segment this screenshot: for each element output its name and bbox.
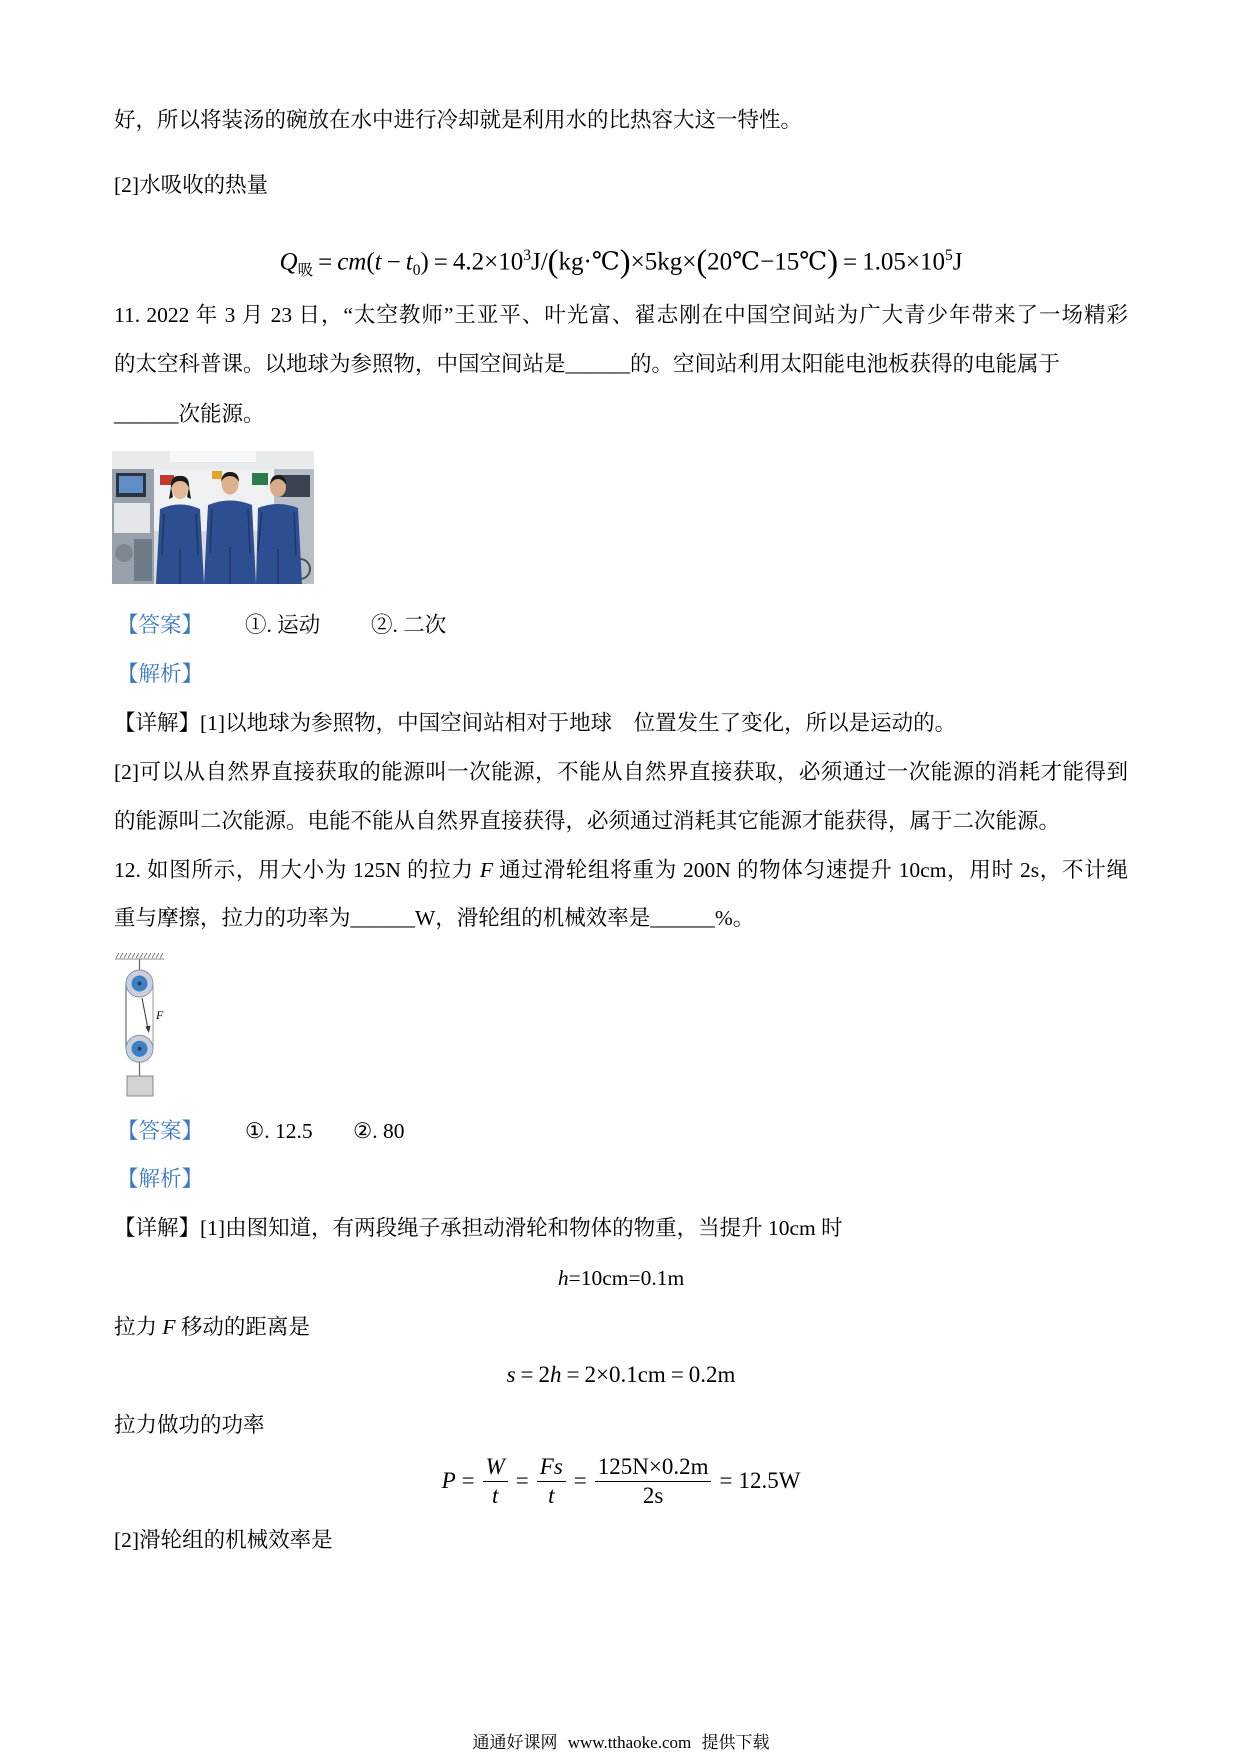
fraction-denominator: t — [548, 1482, 555, 1508]
fixed-pulley — [126, 970, 153, 997]
question-11-detail-3: 的能源叫二次能源。电能不能从自然界直接获得，必须通过消耗其它能源才能获得，属于二次能源。 — [114, 809, 1061, 833]
eq-result: 0.2m — [688, 1362, 736, 1387]
ceiling-hatch — [115, 953, 164, 959]
eq-product: 2×0.1cm — [584, 1362, 666, 1387]
eq-minus: − — [386, 248, 401, 276]
question-11-line-3 — [114, 400, 265, 428]
eq-symbol-t0: t — [405, 248, 413, 276]
force-symbol-F: F — [479, 858, 493, 882]
answer-blank: ______ — [114, 402, 179, 426]
eq-paren-open: ( — [366, 248, 375, 276]
eq-symbol-Q: Q — [279, 248, 298, 276]
answer-label: 【答案】 — [117, 613, 204, 637]
question-text: 的。空间站利用太阳能电池板获得的电能属于 — [630, 352, 1061, 376]
question-text: %。 — [714, 906, 755, 930]
question-12-detail-2: [2]滑轮组的机械效率是 — [114, 1528, 333, 1552]
eq-symbol-s: s — [506, 1362, 516, 1387]
power-equation — [114, 1451, 1128, 1511]
question-text: 12. 如图所示，用大小为 125N 的拉力 — [114, 858, 480, 882]
eq-subscript-absorb: 吸 — [297, 262, 314, 280]
eq-result: 12.5W — [738, 1468, 801, 1493]
question-12-line-1 — [114, 856, 1128, 884]
eq-unit-kg-c: kg·℃ — [558, 248, 620, 276]
eq-unit: J/ — [530, 248, 548, 276]
height-equation — [114, 1264, 1128, 1292]
intro-text-line: 好，所以将装汤的碗放在水中进行冷却就是利用水的比热容大这一特性。 — [114, 108, 803, 132]
answer-label: 【答案】 — [117, 1119, 204, 1143]
weight-block — [127, 1076, 153, 1096]
wall-item — [252, 473, 268, 485]
question-text: 次能源。 — [178, 402, 265, 426]
answer-item-1: ①. 12.5 — [245, 1119, 313, 1143]
fraction-Fs-over-t — [537, 1453, 566, 1510]
eq-equals: = — [670, 1362, 684, 1387]
detail-label: 【详解】 — [114, 1216, 201, 1240]
heat-absorbed-label: [2]水吸收的热量 — [114, 173, 269, 197]
eq-equals: = — [318, 248, 333, 276]
answer-item-1: ①. 运动 — [245, 613, 321, 637]
heat-equation — [114, 238, 1128, 281]
force-arrow — [142, 998, 151, 1033]
eq-mass-term: ×5kg× — [630, 248, 697, 276]
eq-symbol-h: h — [550, 1362, 562, 1387]
wall-item — [212, 471, 222, 479]
answer-blank: ______ — [565, 352, 631, 376]
wall-panel — [114, 503, 150, 533]
ceiling-light — [170, 451, 256, 462]
fraction-values — [595, 1453, 712, 1510]
analysis-label: 【解析】 — [117, 662, 204, 686]
fraction-denominator: t — [492, 1482, 499, 1508]
eq-exponent: 3 — [523, 247, 531, 264]
eq-symbol-h: h — [557, 1266, 569, 1290]
fraction-denominator: 2s — [642, 1482, 664, 1508]
detail-text: [1]由图知道，有两段绳子承担动滑轮和物体的物重，当提升 10cm 时 — [200, 1216, 843, 1240]
eq-big-paren-close: ) — [827, 244, 839, 281]
eq-equals: = — [520, 1362, 534, 1387]
eq-result-coef: 1.05×10 — [862, 248, 945, 276]
question-text: 的太空科普课。以地球为参照物，中国空间站是 — [114, 352, 566, 376]
detail-text: [1]以地球为参照物，中国空间站相对于地球 位置发生了变化，所以是运动的。 — [200, 711, 957, 735]
page-footer: 通通好课网 www.tthaoke.com 提供下载 — [472, 1733, 770, 1752]
eq-result-unit: J — [952, 248, 963, 276]
question-11-detail-2: [2]可以从自然界直接获取的能源叫一次能源，不能从自然界直接获取，必须通过一次能源的消耗才能得到 — [114, 760, 1128, 784]
eq-subscript-0: 0 — [412, 262, 421, 280]
eq-number: 2 — [538, 1362, 550, 1387]
question-11-line-1: 11. 2022 年 3 月 23 日，“太空教师”王亚平、叶光富、翟志刚在中国空间站为广大青少年带来了一场精彩 — [114, 303, 1128, 327]
distance-label — [114, 1313, 310, 1341]
eq-equals: = — [843, 248, 858, 276]
power-label: 拉力做功的功率 — [114, 1413, 265, 1437]
eq-big-paren-open: ( — [696, 244, 708, 281]
eq-temperature-diff: 20℃−15℃ — [707, 248, 828, 276]
fraction-numerator: Fs — [537, 1453, 566, 1482]
answer-blank: ______ — [350, 906, 416, 930]
fraction-numerator: 125N×0.2m — [595, 1453, 712, 1482]
distance-equation — [114, 1360, 1128, 1390]
astronauts-photo — [112, 451, 314, 584]
label-text: 移动的距离是 — [175, 1315, 310, 1339]
answer-item-2: ②. 二次 — [371, 613, 447, 637]
eq-equals: = — [719, 1468, 733, 1493]
equipment — [115, 544, 133, 562]
question-12-detail-1 — [114, 1214, 843, 1242]
eq-equals: = — [566, 1362, 580, 1387]
eq-equals: = — [573, 1468, 587, 1493]
eq-exponent: 5 — [945, 247, 953, 264]
force-label: F — [156, 1008, 164, 1022]
question-11-answer — [117, 611, 517, 639]
answer-blank: ______ — [650, 906, 715, 930]
eq-equals: = — [515, 1468, 529, 1493]
question-11-line-2 — [114, 350, 1060, 378]
label-text: 拉力 — [114, 1315, 163, 1339]
eq-height-values: =10cm=0.1m — [568, 1266, 685, 1290]
question-12-answer — [117, 1117, 517, 1145]
eq-equals: = — [461, 1468, 475, 1493]
force-symbol-F: F — [162, 1315, 176, 1339]
eq-symbol-P: P — [441, 1468, 456, 1493]
eq-big-paren-close: ) — [619, 244, 631, 281]
question-text: 通过滑轮组将重为 200N 的物体匀速提升 10cm，用时 2s，不计绳 — [493, 858, 1129, 882]
movable-pulley — [126, 1035, 153, 1062]
equipment — [134, 539, 152, 581]
eq-equals: = — [433, 248, 448, 276]
question-text: W，滑轮组的机械效率是 — [415, 906, 651, 930]
fraction-numerator: W — [483, 1453, 508, 1482]
question-12-line-2 — [114, 904, 754, 932]
analysis-label: 【解析】 — [117, 1167, 204, 1191]
answer-item-2: ②. 80 — [353, 1119, 405, 1143]
detail-label: 【详解】 — [114, 711, 201, 735]
fraction-W-over-t — [483, 1453, 508, 1510]
eq-paren-close: ) — [420, 248, 429, 276]
question-text: 重与摩擦，拉力的功率为 — [114, 906, 351, 930]
eq-big-paren-open: ( — [547, 244, 559, 281]
pulley-system-diagram — [112, 950, 174, 1100]
eq-symbol-cm: cm — [337, 248, 367, 276]
question-11-detail-1 — [114, 709, 956, 737]
eq-symbol-t: t — [374, 248, 382, 276]
eq-specific-heat-coef: 4.2×10 — [452, 248, 524, 276]
monitor-screen — [119, 476, 143, 493]
